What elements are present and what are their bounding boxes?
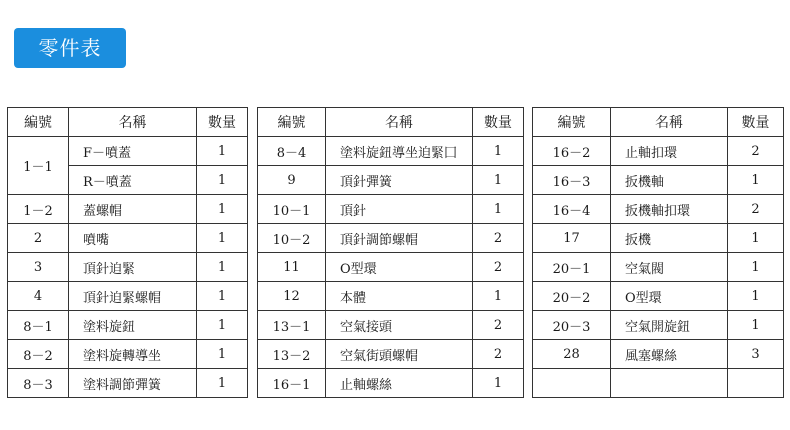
table-row [8, 282, 248, 311]
part-name: 頂針迫緊螺帽 [69, 282, 197, 311]
part-number: 4 [8, 282, 69, 311]
part-name: 空氣閥 [611, 253, 728, 282]
part-name: 頂針 [326, 195, 473, 224]
part-name: 空氣開旋鈕 [611, 311, 728, 340]
part-name: 頂針迫緊 [69, 253, 197, 282]
part-number: 12 [258, 282, 326, 311]
part-number: 8－1 [8, 311, 69, 340]
part-number: 17 [533, 224, 611, 253]
table-row [258, 369, 524, 398]
table-row [258, 137, 524, 166]
part-number: 13－1 [258, 311, 326, 340]
header-name: 名稱 [69, 108, 197, 137]
table-row [8, 340, 248, 369]
part-name: O型環 [326, 253, 473, 282]
header-quantity: 數量 [473, 108, 524, 137]
part-name: 塗料調節彈簧 [69, 369, 197, 398]
part-number: 16－4 [533, 195, 611, 224]
table-row [533, 195, 784, 224]
part-quantity: 1 [728, 282, 784, 311]
header-quantity: 數量 [728, 108, 784, 137]
part-quantity: 1 [197, 369, 248, 398]
header-name: 名稱 [611, 108, 728, 137]
table-row [8, 253, 248, 282]
table-row [8, 311, 248, 340]
part-number: 8－2 [8, 340, 69, 369]
part-quantity: 1 [473, 195, 524, 224]
part-quantity: 1 [728, 224, 784, 253]
part-number: 16－1 [258, 369, 326, 398]
part-quantity: 2 [473, 224, 524, 253]
part-name: 蓋螺帽 [69, 195, 197, 224]
table-row [258, 166, 524, 195]
part-name: 本體 [326, 282, 473, 311]
table-row [258, 340, 524, 369]
page-title: 零件表 [14, 28, 126, 68]
part-name: 噴嘴 [69, 224, 197, 253]
part-number: 1－1 [8, 137, 69, 195]
table-row [533, 369, 784, 398]
table-row [258, 224, 524, 253]
part-number [533, 369, 611, 398]
table-row [533, 253, 784, 282]
part-quantity: 2 [728, 195, 784, 224]
table-row [258, 195, 524, 224]
part-number: 1－2 [8, 195, 69, 224]
part-name: O型環 [611, 282, 728, 311]
table-row [533, 166, 784, 195]
part-name: F－噴蓋 [69, 137, 197, 166]
part-name: 塗料旋鈕 [69, 311, 197, 340]
header-number: 編號 [258, 108, 326, 137]
part-number: 3 [8, 253, 69, 282]
part-quantity: 1 [473, 137, 524, 166]
table-row [8, 224, 248, 253]
header-number: 編號 [533, 108, 611, 137]
part-name: R－噴蓋 [69, 166, 197, 195]
part-number: 16－2 [533, 137, 611, 166]
part-name: 止軸螺絲 [326, 369, 473, 398]
part-quantity: 1 [473, 166, 524, 195]
part-name: 塗料旋鈕導坐迫緊囗 [326, 137, 473, 166]
part-number: 20－2 [533, 282, 611, 311]
table-row [8, 137, 248, 166]
table-row [533, 340, 784, 369]
part-quantity: 1 [728, 166, 784, 195]
table-row [258, 282, 524, 311]
part-quantity: 1 [197, 340, 248, 369]
part-quantity: 1 [197, 282, 248, 311]
part-quantity: 1 [197, 137, 248, 166]
table-row [258, 311, 524, 340]
part-quantity [728, 369, 784, 398]
table-row [8, 195, 248, 224]
part-name: 風塞螺絲 [611, 340, 728, 369]
part-number: 9 [258, 166, 326, 195]
part-quantity: 2 [473, 253, 524, 282]
parts-table-1 [7, 107, 248, 398]
part-name: 空氣街頭螺帽 [326, 340, 473, 369]
part-name: 空氣接頭 [326, 311, 473, 340]
header-name: 名稱 [326, 108, 473, 137]
table-row [533, 311, 784, 340]
part-number: 10－2 [258, 224, 326, 253]
part-number: 13－2 [258, 340, 326, 369]
part-number: 8－4 [258, 137, 326, 166]
part-name: 扳機 [611, 224, 728, 253]
table-row [533, 282, 784, 311]
part-name: 頂針彈簧 [326, 166, 473, 195]
part-name: 扳機軸 [611, 166, 728, 195]
part-name: 塗料旋轉導坐 [69, 340, 197, 369]
part-number: 10－1 [258, 195, 326, 224]
part-name [611, 369, 728, 398]
table-row [258, 253, 524, 282]
part-quantity: 1 [197, 253, 248, 282]
table-header-row [258, 108, 524, 137]
table-header-row [8, 108, 248, 137]
part-quantity: 1 [197, 311, 248, 340]
part-number: 2 [8, 224, 69, 253]
part-number: 8－3 [8, 369, 69, 398]
part-quantity: 1 [197, 166, 248, 195]
part-name: 扳機軸扣環 [611, 195, 728, 224]
table-row [8, 369, 248, 398]
part-quantity: 1 [197, 224, 248, 253]
part-number: 28 [533, 340, 611, 369]
parts-table-3 [532, 107, 784, 398]
part-quantity: 2 [473, 311, 524, 340]
part-number: 20－1 [533, 253, 611, 282]
part-quantity: 1 [728, 311, 784, 340]
table-row [533, 137, 784, 166]
part-name: 頂針調節螺帽 [326, 224, 473, 253]
part-quantity: 1 [197, 195, 248, 224]
header-quantity: 數量 [197, 108, 248, 137]
part-quantity: 2 [473, 340, 524, 369]
part-name: 止軸扣環 [611, 137, 728, 166]
part-quantity: 1 [728, 253, 784, 282]
part-quantity: 3 [728, 340, 784, 369]
part-quantity: 1 [473, 282, 524, 311]
parts-table-2 [257, 107, 524, 398]
table-header-row [533, 108, 784, 137]
part-quantity: 1 [473, 369, 524, 398]
part-number: 11 [258, 253, 326, 282]
part-number: 16－3 [533, 166, 611, 195]
part-quantity: 2 [728, 137, 784, 166]
header-number: 編號 [8, 108, 69, 137]
table-row [533, 224, 784, 253]
part-number: 20－3 [533, 311, 611, 340]
